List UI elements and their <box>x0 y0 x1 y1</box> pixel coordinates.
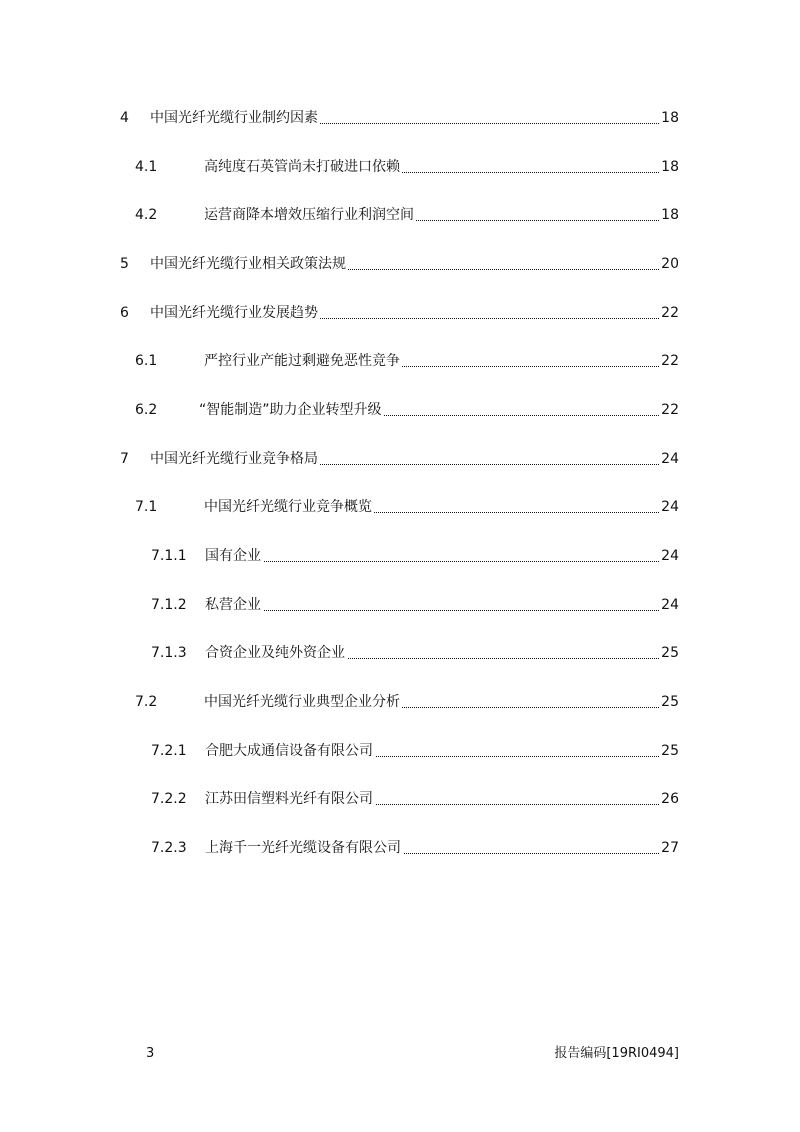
toc-page: 24 <box>659 545 679 567</box>
toc-number: 7.1.2 <box>151 597 187 613</box>
toc-title: 严控行业产能过剩避免恶性竞争 <box>204 350 402 372</box>
toc-number: 5 <box>120 256 129 272</box>
toc-number: 4 <box>120 110 129 126</box>
toc-title: 中国光纤光缆行业发展趋势 <box>150 302 320 324</box>
toc-page: 22 <box>659 399 679 421</box>
toc-entry-6-1[interactable] <box>135 350 679 372</box>
toc-title: 上海千一光纤光缆设备有限公司 <box>205 837 403 859</box>
toc-number: 6.1 <box>135 353 158 369</box>
toc-entry-7[interactable] <box>120 448 679 470</box>
toc-entry-7-1-3[interactable] <box>151 642 679 664</box>
toc-entry-5[interactable] <box>120 253 679 275</box>
toc-page: 27 <box>659 837 679 859</box>
toc-number: 4.2 <box>135 207 158 223</box>
toc-page: 25 <box>659 642 679 664</box>
toc-entry-6-2[interactable] <box>135 399 679 421</box>
toc-title: 高纯度石英管尚未打破进口依赖 <box>204 156 402 178</box>
toc-entry-4[interactable] <box>120 107 679 129</box>
toc-number: 7.2.1 <box>151 743 187 759</box>
toc-title: 中国光纤光缆行业相关政策法规 <box>150 253 348 275</box>
toc-entry-7-2[interactable] <box>135 691 679 713</box>
toc-number: 6.2 <box>135 402 158 418</box>
toc-page: 20 <box>659 253 679 275</box>
toc-title: 中国光纤光缆行业典型企业分析 <box>204 691 402 713</box>
toc-entry-4-1[interactable] <box>135 156 679 178</box>
toc-title: 运营商降本增效压缩行业利润空间 <box>204 204 416 226</box>
toc-page: 24 <box>659 448 679 470</box>
toc-entry-7-1-1[interactable] <box>151 545 679 567</box>
toc-title: 国有企业 <box>205 545 263 567</box>
toc-page: 26 <box>659 788 679 810</box>
toc-page: 25 <box>659 691 679 713</box>
toc-title: 合资企业及纯外资企业 <box>205 642 347 664</box>
toc-number: 7.1.1 <box>151 548 187 564</box>
toc-title: 江苏田信塑料光纤有限公司 <box>205 788 375 810</box>
toc-number: 7.2.3 <box>151 840 187 856</box>
toc-number: 4.1 <box>135 159 158 175</box>
toc-number: 7.2 <box>135 694 158 710</box>
toc-entry-7-2-2[interactable] <box>151 788 679 810</box>
toc-leader-dots <box>251 561 659 562</box>
toc-number: 7 <box>120 451 129 467</box>
footer-page-number: 3 <box>146 1046 155 1061</box>
toc-page: 24 <box>659 496 679 518</box>
toc-number: 7.1.3 <box>151 645 187 661</box>
toc-title: “智能制造”助力企业转型升级 <box>199 399 384 421</box>
toc-page: 22 <box>659 302 679 324</box>
toc-page: 18 <box>659 107 679 129</box>
footer-report-code: 报告编码[19RI0494] <box>554 1046 679 1061</box>
toc-page: 25 <box>659 740 679 762</box>
toc-title: 合肥大成通信设备有限公司 <box>205 740 375 762</box>
toc-leader-dots <box>251 610 659 611</box>
toc-page: 18 <box>659 156 679 178</box>
toc-title: 私营企业 <box>205 594 263 616</box>
toc-entry-7-1-2[interactable] <box>151 594 679 616</box>
toc-entry-7-2-3[interactable] <box>151 837 679 859</box>
toc-page: 18 <box>659 204 679 226</box>
toc-title: 中国光纤光缆行业竞争格局 <box>150 448 320 470</box>
toc-title: 中国光纤光缆行业制约因素 <box>150 107 320 129</box>
toc-page: 22 <box>659 350 679 372</box>
toc-entry-6[interactable] <box>120 302 679 324</box>
toc-entry-4-2[interactable] <box>135 204 679 226</box>
toc-number: 7.2.2 <box>151 791 187 807</box>
toc-entry-7-2-1[interactable] <box>151 740 679 762</box>
toc-page: 24 <box>659 594 679 616</box>
toc-entry-7-1[interactable] <box>135 496 679 518</box>
toc-title: 中国光纤光缆行业竞争概览 <box>204 496 374 518</box>
toc-number: 7.1 <box>135 499 158 515</box>
toc-number: 6 <box>120 305 129 321</box>
